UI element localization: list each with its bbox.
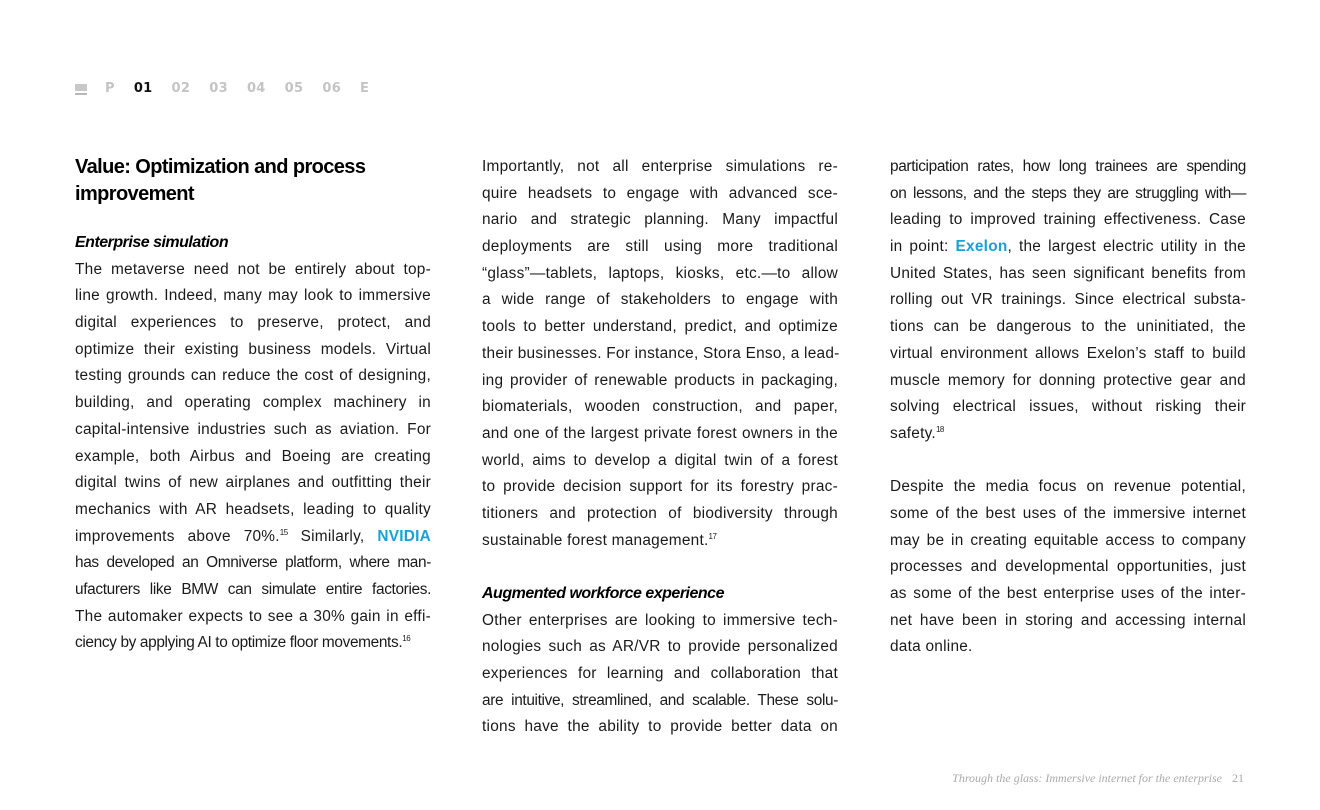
page-number: 21: [1232, 771, 1244, 785]
footer-title: Through the glass: Immersive internet for the enterprise: [952, 771, 1222, 785]
body-line: capital-intensive industries such as aviation. For: [75, 420, 431, 438]
body-line: and one of the largest private forest owners in the: [482, 424, 838, 442]
body-line: their businesses. For instance, Stora Enso, a lead-: [482, 344, 840, 362]
section-title: [75, 154, 431, 208]
nav-item-endnotes[interactable]: E: [360, 80, 370, 96]
exelon-link[interactable]: Exelon: [955, 238, 1008, 256]
body-line: nologies such as AR/VR to provide personalized: [482, 638, 838, 656]
body-line: data online.: [890, 638, 973, 656]
body-line: are intuitive, streamlined, and scalable. These solu-: [482, 691, 838, 709]
spacer: [890, 448, 1246, 475]
body-line: United States, has seen significant benefits from: [890, 264, 1246, 282]
body-line: nario and strategic planning. Many impactful: [482, 211, 838, 229]
thumbnail-bottom: [75, 93, 87, 95]
text: safety.: [890, 424, 936, 442]
body-line: to provide decision support for its forestry prac-: [482, 478, 838, 496]
body-line: a wide range of stakeholders to engage with: [482, 291, 838, 309]
body-line: leading to improved training effectiveness. Case: [890, 211, 1246, 229]
body-line: quire headsets to engage with advanced sce-: [482, 184, 838, 202]
body-line: has developed an Omniverse platform, where man-: [75, 554, 431, 572]
body-line: optimize their existing business models. Virtual: [75, 340, 431, 358]
column-1: [75, 154, 431, 657]
column-2: [482, 154, 838, 741]
body-line: rolling out VR trainings. Since electrical substa-: [890, 291, 1246, 309]
nav-item-04[interactable]: 04: [246, 80, 266, 96]
body-line: some of the best uses of the immersive internet: [890, 504, 1246, 522]
body-line: Despite the media focus on revenue potential,: [890, 478, 1246, 496]
body-line: [890, 421, 1246, 448]
body-line: Importantly, not all enterprise simulations re-: [482, 158, 838, 175]
body-line: example, both Airbus and Boeing are creating: [75, 447, 431, 465]
text: Similarly,: [287, 527, 378, 545]
section-title-line: improvement: [75, 183, 194, 205]
body-line: [75, 524, 431, 551]
body-line: tools to better understand, predict, and optimize: [482, 318, 838, 336]
nav-item-06[interactable]: 06: [322, 80, 342, 96]
page-footer: [952, 771, 1244, 786]
body-line: building, and operating complex machinery in: [75, 394, 431, 412]
body-line: tions have the ability to provide better data on: [482, 718, 838, 736]
nav-item-05[interactable]: 05: [284, 80, 304, 96]
body-line: digital experiences to preserve, protect, and: [75, 314, 431, 332]
body-line: testing grounds can reduce the cost of designing,: [75, 367, 431, 385]
spacer: [75, 208, 431, 221]
page-thumbnail-icon[interactable]: [75, 82, 87, 95]
text: ciency by applying AI to optimize floor movements.: [75, 634, 403, 652]
nav-item-02[interactable]: 02: [171, 80, 191, 96]
body-line: tions can be dangerous to the uninitiated, the: [890, 318, 1246, 336]
section-nav: [75, 79, 388, 97]
text: sustainable forest management.: [482, 531, 709, 549]
section-title-line: Value: Optimization and process: [75, 156, 366, 178]
body-line: [482, 528, 838, 555]
body-line: on lessons, and the steps they are struggling with—: [890, 184, 1246, 202]
body-line: biomaterials, wooden construction, and paper,: [482, 398, 838, 416]
subhead-enterprise-simulation: Enterprise simulation: [75, 234, 229, 251]
column-3: [890, 154, 1246, 661]
body-line: ing provider of renewable products in packaging,: [482, 371, 838, 389]
body-line: processes and developmental opportunities, just: [890, 558, 1246, 576]
nav-item-03[interactable]: 03: [209, 80, 228, 96]
body-line: mechanics with AR headsets, leading to quality: [75, 500, 431, 518]
body-line: as some of the best enterprise uses of the inter-: [890, 585, 1246, 602]
body-line: Other enterprises are looking to immersive tech-: [482, 611, 838, 629]
nvidia-link[interactable]: NVIDIA: [377, 527, 431, 545]
body-line: digital twins of new airplanes and outfitting their: [75, 474, 431, 492]
body-line: “glass”—tablets, laptops, kiosks, etc.—to allow: [482, 264, 838, 282]
spacer: [482, 554, 838, 581]
text: , the largest electric utility in the: [1007, 238, 1246, 256]
body-line: may be in creating equitable access to company: [890, 531, 1246, 549]
body-line: virtual environment allows Exelon’s staff to build: [890, 344, 1246, 362]
body-line: [890, 234, 1246, 261]
text: improvements above 70%.: [75, 527, 280, 545]
body-line: experiences for learning and collaboration that: [482, 665, 838, 683]
subhead-augmented-workforce: Augmented workforce experience: [482, 585, 724, 602]
body-line: participation rates, how long trainees are spending: [890, 158, 1246, 175]
footnote-ref-15[interactable]: 15: [279, 527, 288, 537]
body-line: The automaker expects to see a 30% gain in effi-: [75, 607, 431, 625]
footnote-ref-18[interactable]: 18: [935, 424, 944, 434]
body-line: deployments are still using more traditional: [482, 238, 838, 256]
footnote-ref-17[interactable]: 17: [708, 531, 717, 541]
thumbnail-top: [75, 84, 87, 91]
footnote-ref-16[interactable]: 16: [402, 634, 411, 644]
body-line: titioners and protection of biodiversity through: [482, 504, 838, 522]
body-line: The metaverse need not be entirely about top-: [75, 260, 431, 278]
text: in point:: [890, 238, 956, 256]
body-line: line growth. Indeed, many may look to immersive: [75, 287, 431, 305]
nav-item-01[interactable]: 01: [133, 80, 153, 96]
nav-item-preface[interactable]: P: [105, 80, 115, 96]
body-line: ufacturers like BMW can simulate entire factories.: [75, 580, 431, 598]
body-line: world, aims to develop a digital twin of a forest: [482, 451, 838, 469]
body-line: muscle memory for donning protective gear and: [890, 371, 1246, 389]
body-line: [75, 630, 431, 657]
body-line: net have been in storing and accessing internal: [890, 611, 1246, 629]
body-line: solving electrical issues, without risking their: [890, 398, 1246, 416]
